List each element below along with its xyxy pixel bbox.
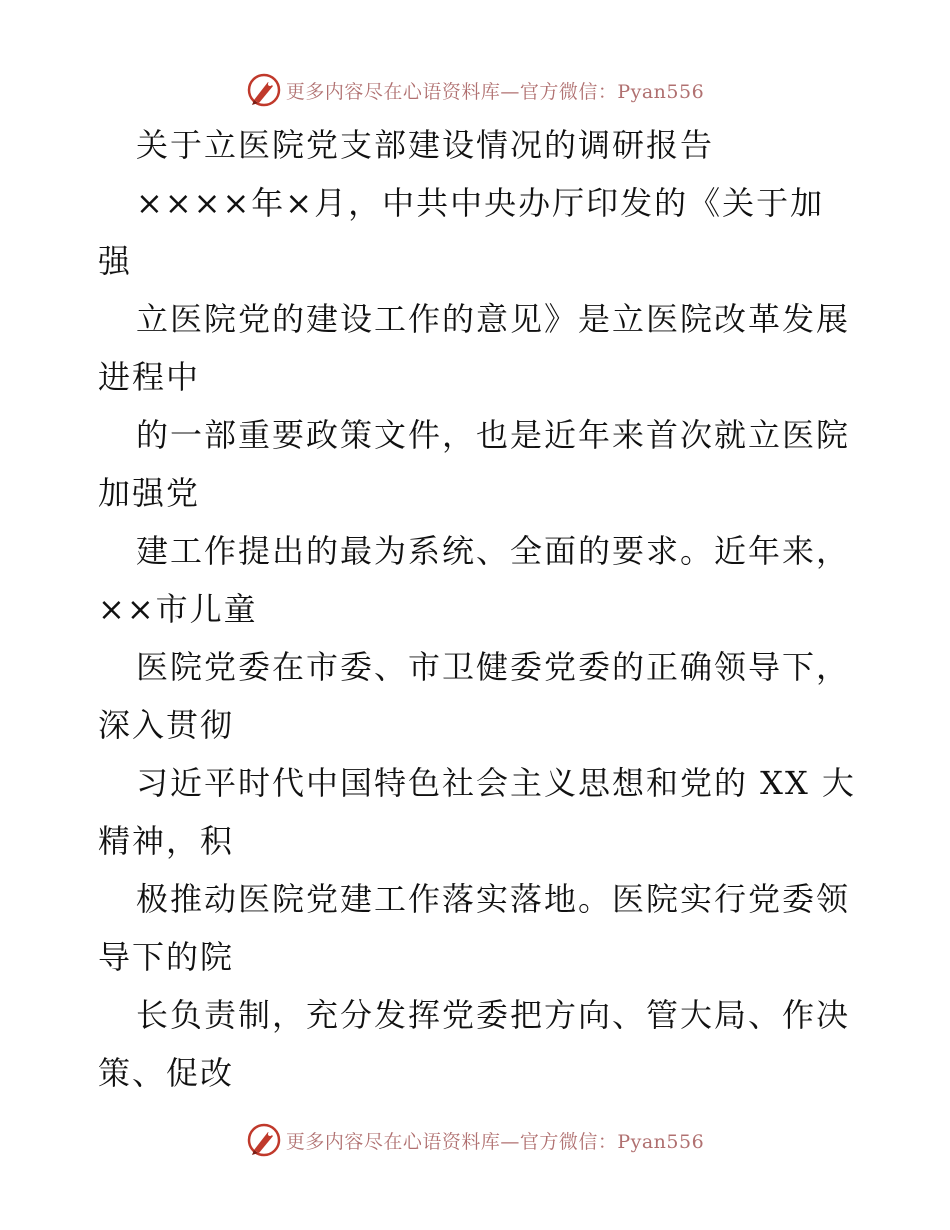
- paragraph-line-wrap: 精神，积: [98, 822, 235, 860]
- paragraph-line-wrap: ××市儿童: [98, 590, 258, 628]
- paragraph-line: 医院党委在市委、市卫健委党委的正确领导下，: [136, 648, 851, 686]
- pen-logo-icon: [246, 72, 282, 108]
- header-banner-text: 更多内容尽在心语资料库—官方微信：Pyan556: [285, 80, 705, 103]
- paragraph-line: ××××年×月，中共中央办厅印发的《关于加: [136, 184, 825, 222]
- footer-banner: [0, 1118, 950, 1162]
- paragraph-line-wrap: 进程中: [98, 358, 201, 396]
- paragraph-line: 立医院党的建设工作的意见》是立医院改革发展: [136, 300, 851, 338]
- document-title: 关于立医院党支部建设情况的调研报告: [136, 126, 715, 164]
- paragraph-line-wrap: 策、促改: [98, 1054, 235, 1092]
- paragraph-line: 习近平时代中国特色社会主义思想和党的 XX 大: [136, 764, 856, 802]
- paragraph-line: 的一部重要政策文件，也是近年来首次就立医院: [136, 416, 851, 454]
- paragraph-line: 建工作提出的最为系统、全面的要求。近年来，: [136, 532, 851, 570]
- pen-logo-icon: [246, 1122, 282, 1158]
- paragraph-line-wrap: 强: [98, 242, 133, 280]
- paragraph-line-wrap: 深入贯彻: [98, 706, 235, 744]
- footer-banner-text: 更多内容尽在心语资料库—官方微信：Pyan556: [285, 1130, 705, 1153]
- document-body: [98, 116, 858, 1102]
- paragraph-line-wrap: 导下的院: [98, 938, 235, 976]
- paragraph-line-wrap: 加强党: [98, 474, 201, 512]
- paragraph-line: 长负责制，充分发挥党委把方向、管大局、作决: [136, 996, 851, 1034]
- header-banner: [0, 68, 950, 112]
- paragraph-line: 极推动医院党建工作落实落地。医院实行党委领: [136, 880, 851, 918]
